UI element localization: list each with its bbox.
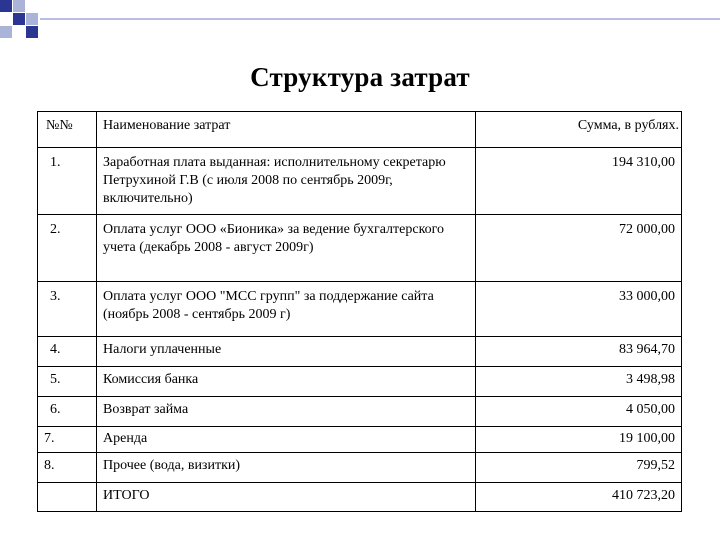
row-num: 2. (38, 215, 97, 282)
row-name: Прочее (вода, визитки) (97, 453, 476, 483)
row-name: Налоги уплаченные (97, 337, 476, 367)
row-num: 4. (38, 337, 97, 367)
row-num: 6. (38, 397, 97, 427)
table-row (38, 337, 682, 367)
row-name: Оплата услуг ООО "МСС групп" за поддержание сайта (ноябрь 2008 - сентябрь 2009 г) (97, 282, 476, 337)
table-row (38, 148, 682, 215)
row-name: Заработная плата выданная: исполнительному секретарю Петрухиной Г.В (с июля 2008 по сентябрь 2009г, включительно) (97, 148, 476, 215)
row-num: 3. (38, 282, 97, 337)
row-sum: 33 000,00 (476, 282, 682, 337)
table-row (38, 427, 682, 453)
deco-square-navy-1 (0, 0, 12, 12)
deco-square-navy-3 (26, 26, 38, 38)
row-num: 8. (38, 453, 97, 483)
deco-square-light-1 (13, 0, 25, 12)
total-sum: 410 723,20 (476, 483, 682, 512)
table-total-row (38, 483, 682, 512)
row-sum: 19 100,00 (476, 427, 682, 453)
total-num (38, 483, 97, 512)
corner-decoration (0, 0, 720, 40)
row-num: 1. (38, 148, 97, 215)
costs-table (37, 111, 682, 512)
page-title: Структура затрат (250, 62, 470, 92)
deco-square-navy-2 (13, 13, 25, 25)
header-sum: Сумма, в рублях. (476, 112, 682, 148)
row-name: Комиссия банка (97, 367, 476, 397)
table-row (38, 215, 682, 282)
table-header-row (38, 112, 682, 148)
row-num: 7. (38, 427, 97, 453)
row-name: Возврат займа (97, 397, 476, 427)
table-row (38, 367, 682, 397)
row-sum: 799,52 (476, 453, 682, 483)
total-label: ИТОГО (97, 483, 476, 512)
table-row (38, 397, 682, 427)
table-row (38, 282, 682, 337)
deco-square-light-2 (26, 13, 38, 25)
row-name: Аренда (97, 427, 476, 453)
header-name: Наименование затрат (97, 112, 476, 148)
row-sum: 72 000,00 (476, 215, 682, 282)
row-name: Оплата услуг ООО «Бионика» за ведение бухгалтерского учета (декабрь 2008 - август 2009г) (97, 215, 476, 282)
header-num: №№ (38, 112, 97, 148)
table-row (38, 453, 682, 483)
row-sum: 4 050,00 (476, 397, 682, 427)
row-sum: 194 310,00 (476, 148, 682, 215)
row-num: 5. (38, 367, 97, 397)
row-sum: 3 498,98 (476, 367, 682, 397)
deco-square-light-3 (0, 26, 12, 38)
row-sum: 83 964,70 (476, 337, 682, 367)
